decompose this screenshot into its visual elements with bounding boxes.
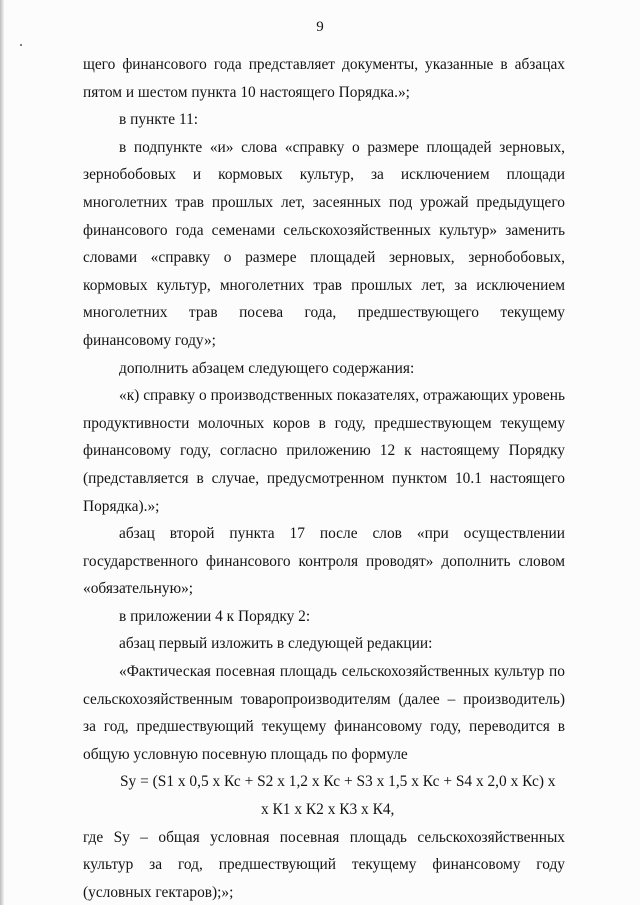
paragraph-item-11: в пункте 11: (119, 111, 199, 129)
paragraph-first-abzac: абзац первый изложить в следующей редакции: (119, 635, 433, 653)
paragraph-item-17: абзац второй пункта 17 после слов «при осуществлении государственного финансового контроля проводят» дополнить словом «обязательную»; (83, 525, 565, 598)
scan-edge-shadow (0, 0, 4, 905)
formula-line-1 (83, 768, 565, 796)
paragraph-appendix-4: в приложении 4 к Порядку 2: (119, 607, 311, 625)
paragraph-subitem-i: в подпункте «и» слова «справку о размере площадей зерновых, зернобобовых и кормовых культур, за исключением площади многолетних трав прошлых лет, засеянных под урожай предыдущего финансового года семенами сельскохозяйственных культур» заменить словами «справку о размере площадей зерновых, зернобобовых, кормовых культур, многолетних трав прошлых лет, за исключением многолетних трав посева года, предшествующего текущему финансовому году»; (83, 138, 565, 349)
page-number: 9 (316, 19, 324, 35)
paragraph-continuation: щего финансового года представляет документы, указанные в абзацах пятом и шестом пункта 10 настоящего Порядка.»; (83, 56, 565, 101)
formula-line-1-text: Sу = (S1 х 0,5 х Кс + S2 х 1,2 х Кс + S3 х 1,5 х Кс + S4 х 2,0 х Кс) х (120, 773, 556, 791)
formula-line-2 (83, 796, 565, 824)
paragraph-actual-area: «Фактическая посевная площадь сельскохозяйственных культур по сельскохозяйственным товаропроизводителям (далее – производитель) за год, предшествующий текущему финансовому году, переводится в общую условную посевную площадь по формуле (83, 663, 565, 763)
formula-line-2-text: х К1 х К2 х К3 х К4, (261, 801, 395, 819)
paragraph-add-clause: дополнить абзацем следующего содержания: (119, 359, 415, 377)
paragraph-subitem-k: «к) справку о производственных показателях, отражающих уровень продуктивности молочных коров в году, предшествующем текущему финансовому году, согласно приложению 12 к настоящему Порядку (представляется в случае, предусмотренном пунктом 10.1 настоящего Порядка).»; (83, 387, 565, 515)
paragraph-definition: где Sу – общая условная посевная площадь сельскохозяйственных культур за год, предшествующий текущему финансовому году (условных гектаров);»; (83, 828, 565, 901)
scan-speck (20, 44, 22, 46)
document-body (83, 51, 565, 906)
